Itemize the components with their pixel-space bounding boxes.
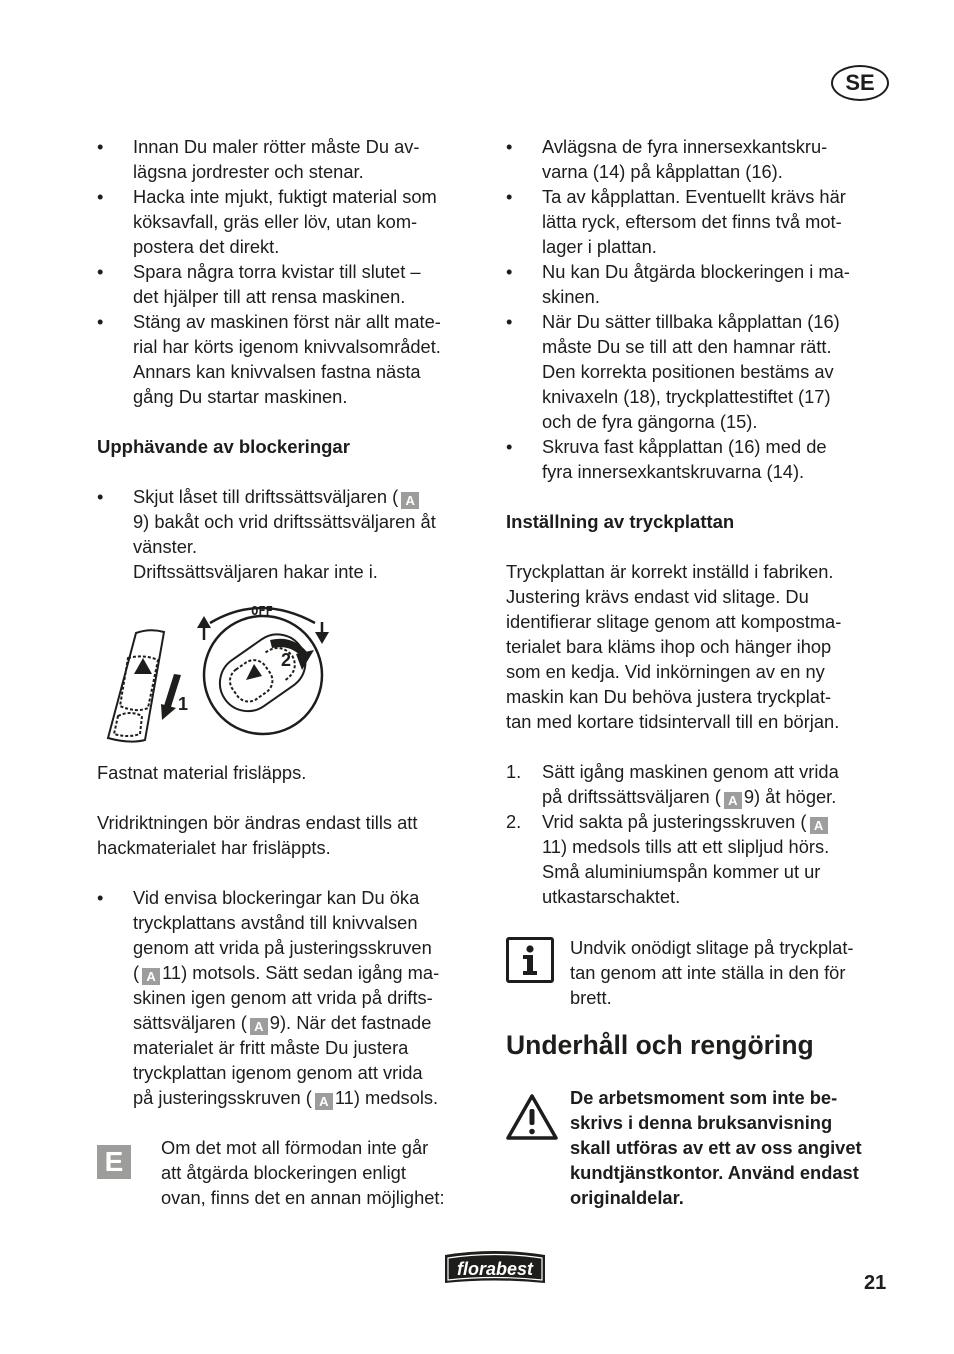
mode-selector-figure	[100, 598, 340, 748]
numbered-item: 1. Sätt igång maskinen genom att vrida på driftssättsväljaren ( A 9) åt höger.	[506, 761, 839, 808]
list-item	[506, 134, 891, 184]
paragraph-line: terialet bara kläms ihop och hänger ihop	[506, 636, 832, 657]
list-item-line: • När Du sätter tillbaka kåpplattan (16)	[542, 311, 840, 332]
section-title-maintenance: Underhåll och rengöring	[506, 1030, 814, 1060]
section-heading-unblocking: Upphävande av blockeringar	[97, 436, 350, 457]
numbered-item: 2. Vrid sakta på justeringsskruven ( A 11) medsols tills att ett slipljud hörs. Små aluminiumspån kommer ut ur utkastarschaktet.	[506, 811, 830, 907]
info-icon	[506, 937, 554, 983]
list-item-line: rial har körts igenom knivvalsområdet.	[133, 336, 441, 357]
list-item	[506, 259, 891, 309]
paragraph-pressure-plate	[506, 559, 891, 734]
left-column-lower	[97, 760, 482, 1110]
slider-lock-shape	[108, 630, 164, 741]
list-item-line: • Spara några torra kvistar till slutet –	[133, 261, 421, 282]
list-item	[97, 184, 482, 259]
e-note-text: Om det mot all förmodan inte går att åtgärda blockeringen enligt ovan, finns det en annan möjlighet:	[161, 1137, 445, 1208]
florabest-logo	[442, 1245, 548, 1287]
triangle-up-icon	[246, 664, 262, 680]
list-item-line: gång Du startar maskinen.	[133, 386, 348, 407]
list-item-line: lägsna jordrester och stenar.	[133, 161, 364, 182]
figure-ref-a: A	[810, 817, 828, 834]
list-item-line: knivaxeln (18), tryckplattestiftet (17)	[542, 386, 831, 407]
list-item-line: • Avlägsna de fyra innersexkantskru-	[542, 136, 828, 157]
page-number: 21	[864, 1272, 887, 1294]
list-item-line: • Hacka inte mjukt, fuktigt material som	[133, 186, 437, 207]
list-item	[97, 309, 482, 409]
paragraph-line: identifierar slitage genom att kompostma-	[506, 611, 842, 632]
info-note-text: Undvik onödigt slitage på tryckplat- tan genom att inte ställa in den för brett.	[570, 937, 854, 1008]
svg-text:florabest: florabest	[456, 1259, 534, 1279]
figure-ref-a: A	[401, 492, 419, 509]
list-item-line: • Nu kan Du åtgärda blockeringen i ma-	[542, 261, 850, 282]
figure-ref-a: A	[142, 968, 160, 985]
list-item	[506, 434, 891, 484]
e-badge: E	[97, 1145, 131, 1179]
right-column	[506, 134, 891, 909]
list-item	[97, 134, 482, 184]
list-item-line: Den korrekta positionen bestäms av	[542, 361, 834, 382]
paragraph-line: Justering krävs endast vid slitage. Du	[506, 586, 809, 607]
list-item-line: • Skruva fast kåpplattan (16) med de	[542, 436, 827, 457]
warning-note-text: De arbetsmoment som inte be- skrivs i denna bruksanvisning skall utföras av ett av oss angivet kundtjänstkontor. Använd endast originaldelar.	[570, 1087, 862, 1208]
list-item	[506, 184, 891, 259]
list-item-line: postera det direkt.	[133, 236, 280, 257]
arrow-label-2: 2	[281, 650, 292, 670]
arrow-down-icon	[315, 632, 329, 644]
triangle-up-icon	[134, 658, 152, 674]
paragraph-release: Fastnat material frisläpps.	[97, 762, 307, 783]
list-item-line: • Stäng av maskinen först när allt mate-	[133, 311, 441, 332]
warning-triangle-icon	[505, 1092, 559, 1142]
list-item-line: lager i plattan.	[542, 236, 657, 257]
list-item-line: måste Du se till att den hamnar rätt.	[542, 336, 832, 357]
list-item-line: fyra innersexkantskruvarna (14).	[542, 461, 805, 482]
arrow-1-head-icon	[161, 704, 176, 720]
figure-ref-a: A	[724, 792, 742, 809]
list-item-line: Annars kan knivvalsen fastna nästa	[133, 361, 421, 382]
list-item-line: det hjälper till att rensa maskinen.	[133, 286, 406, 307]
paragraph-line: Tryckplattan är korrekt inställd i fabriken.	[506, 561, 834, 582]
list-item: • Vid envisa blockeringar kan Du öka tryckplattans avstånd till knivvalsen genom att vrida på justeringsskruven ( A 11) motsols. Sätt sedan igång ma- skinen igen genom att vrida på drifts- sättsväljaren ( A 9). När det fastnade materialet är fritt måste Du justera tryckplattan igenom genom att vrida på justeringsskruven ( A 11) medsols.	[97, 885, 482, 1110]
list-item	[506, 309, 891, 434]
figure-ref-a: A	[315, 1093, 333, 1110]
list-item-line: lätta ryck, eftersom det finns två mot-	[542, 211, 842, 232]
left-top-bullet-list	[97, 134, 482, 409]
paragraph-rotation: Vridriktningen bör ändras endast tills att hackmaterialet har frisläppts.	[97, 812, 418, 858]
paragraph-line: maskin kan Du behöva justera tryckplat-	[506, 686, 832, 707]
list-item	[97, 259, 482, 309]
list-item-line: och de fyra gängorna (15).	[542, 411, 758, 432]
list-item-line: skinen.	[542, 286, 600, 307]
off-label: OFF	[251, 604, 273, 618]
list-item-line: • Innan Du maler rötter måste Du av-	[133, 136, 420, 157]
paragraph-line: tan med kortare tidsintervall till en början.	[506, 711, 840, 732]
language-badge: SE	[831, 65, 889, 101]
arrow-up-icon	[197, 616, 211, 628]
arrow-label-1: 1	[178, 694, 189, 714]
right-top-bullet-list	[506, 134, 891, 484]
figure-ref-a: A	[250, 1018, 268, 1035]
left-column	[97, 134, 482, 584]
list-item-line: • Ta av kåpplattan. Eventuellt krävs här	[542, 186, 846, 207]
list-item-line: köksavfall, gräs eller löv, utan kom-	[133, 211, 418, 232]
section-heading-pressure-plate: Inställning av tryckplattan	[506, 511, 735, 532]
paragraph-line: som en kedja. Vid inkörningen av en ny	[506, 661, 825, 682]
list-item-line: varna (14) på kåpplattan (16).	[542, 161, 783, 182]
list-item: • Skjut låset till driftssättsväljaren ( A 9) bakåt och vrid driftssättsväljaren åt vänster. Driftssättsväljaren hakar inte i.	[97, 484, 482, 584]
